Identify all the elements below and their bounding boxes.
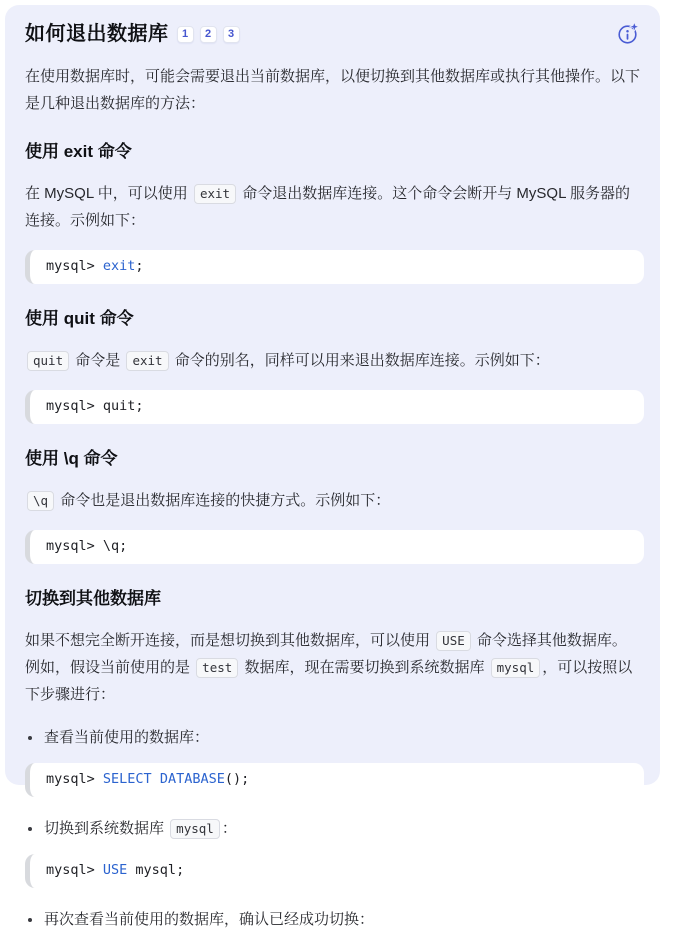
bullet-icon (28, 827, 32, 831)
code-keyword: SELECT (102, 771, 152, 787)
code-block-exit (25, 250, 644, 284)
bullet-icon (28, 736, 32, 740)
text-segment: 命令是 (71, 352, 125, 369)
code-keyword: USE (102, 862, 128, 878)
section-heading-switch-db: 切换到其他数据库 (25, 589, 161, 608)
code-text: ; (135, 258, 144, 274)
text-segment: 命令的别名，同样可以用来退出数据库连接。示例如下： (170, 352, 550, 369)
code-text: mysql> quit; (46, 398, 144, 414)
inline-code-exit: exit (194, 184, 236, 204)
inline-code-mysql: mysql (491, 658, 541, 678)
intro-paragraph: 在使用数据库时，可能会需要退出当前数据库，以便切换到其他数据库或执行其他操作。以下是几种退出数据库的方法： (25, 68, 641, 112)
paragraph-switch-db (25, 627, 640, 708)
citation-badge-2[interactable]: 2 (200, 26, 217, 43)
section-heading-quit: 使用 quit 命令 (25, 309, 134, 328)
answer-card (5, 5, 660, 928)
code-prompt: mysql> (46, 258, 103, 274)
citation-badge-3[interactable]: 3 (223, 26, 240, 43)
paragraph-quit (25, 347, 640, 374)
code-text: mysql> \q; (46, 538, 128, 554)
code-text (152, 771, 160, 787)
code-block-backslash-q (25, 530, 644, 564)
list-item-step-3 (25, 906, 640, 933)
citation-badges (177, 26, 240, 43)
text-segment: 如果不想完全断开连接，而是想切换到其他数据库，可以使用 (25, 632, 435, 649)
text-segment: 切换到系统数据库 (44, 820, 169, 837)
citation-badge-1[interactable]: 1 (177, 26, 194, 43)
inline-code-backslash-q: \q (27, 491, 54, 511)
code-prompt: mysql> (46, 862, 103, 878)
code-keyword: exit (102, 258, 136, 274)
paragraph-exit (25, 180, 640, 234)
list-item-step-2 (25, 815, 640, 842)
text-segment: ： (221, 820, 237, 837)
code-prompt: mysql> (46, 771, 103, 787)
inline-code-mysql: mysql (170, 819, 220, 839)
bullet-icon (28, 918, 32, 922)
inline-code-test: test (196, 658, 238, 678)
code-keyword: DATABASE (159, 771, 225, 787)
text-segment: ，可以按照以下步骤进行： (25, 659, 633, 703)
code-block-use-mysql (25, 854, 644, 888)
bullet-text (44, 815, 237, 842)
list-item-step-1 (25, 724, 640, 751)
header (5, 18, 660, 46)
code-text: mysql; (127, 862, 185, 878)
section-heading-exit: 使用 exit 命令 (25, 142, 132, 161)
bullet-text: 再次查看当前使用的数据库，确认已经成功切换： (44, 911, 375, 928)
inline-code-use: USE (436, 631, 471, 651)
code-text: (); (224, 771, 250, 787)
page-title: 如何退出数据库 (25, 23, 169, 45)
bullet-text: 查看当前使用的数据库： (44, 729, 210, 746)
paragraph-backslash-q (25, 487, 640, 514)
section-heading-backslash-q: 使用 \q 命令 (25, 449, 118, 468)
code-block-select-database (25, 763, 644, 797)
code-block-quit (25, 390, 644, 424)
text-segment: 在 MySQL 中，可以使用 (25, 185, 192, 202)
inline-code-quit: quit (27, 351, 69, 371)
ai-info-sparkle-icon[interactable] (616, 22, 640, 46)
text-segment: 数据库，现在需要切换到系统数据库 (240, 659, 489, 676)
inline-code-exit: exit (126, 351, 168, 371)
text-segment: 命令选择其他数据库。例如，假设当前使用的是 (25, 632, 627, 676)
text-segment: 命令也是退出数据库连接的快捷方式。示例如下： (56, 492, 391, 509)
text-segment: 命令退出数据库连接。这个命令会断开与 MySQL 服务器的连接。示例如下： (25, 185, 631, 229)
